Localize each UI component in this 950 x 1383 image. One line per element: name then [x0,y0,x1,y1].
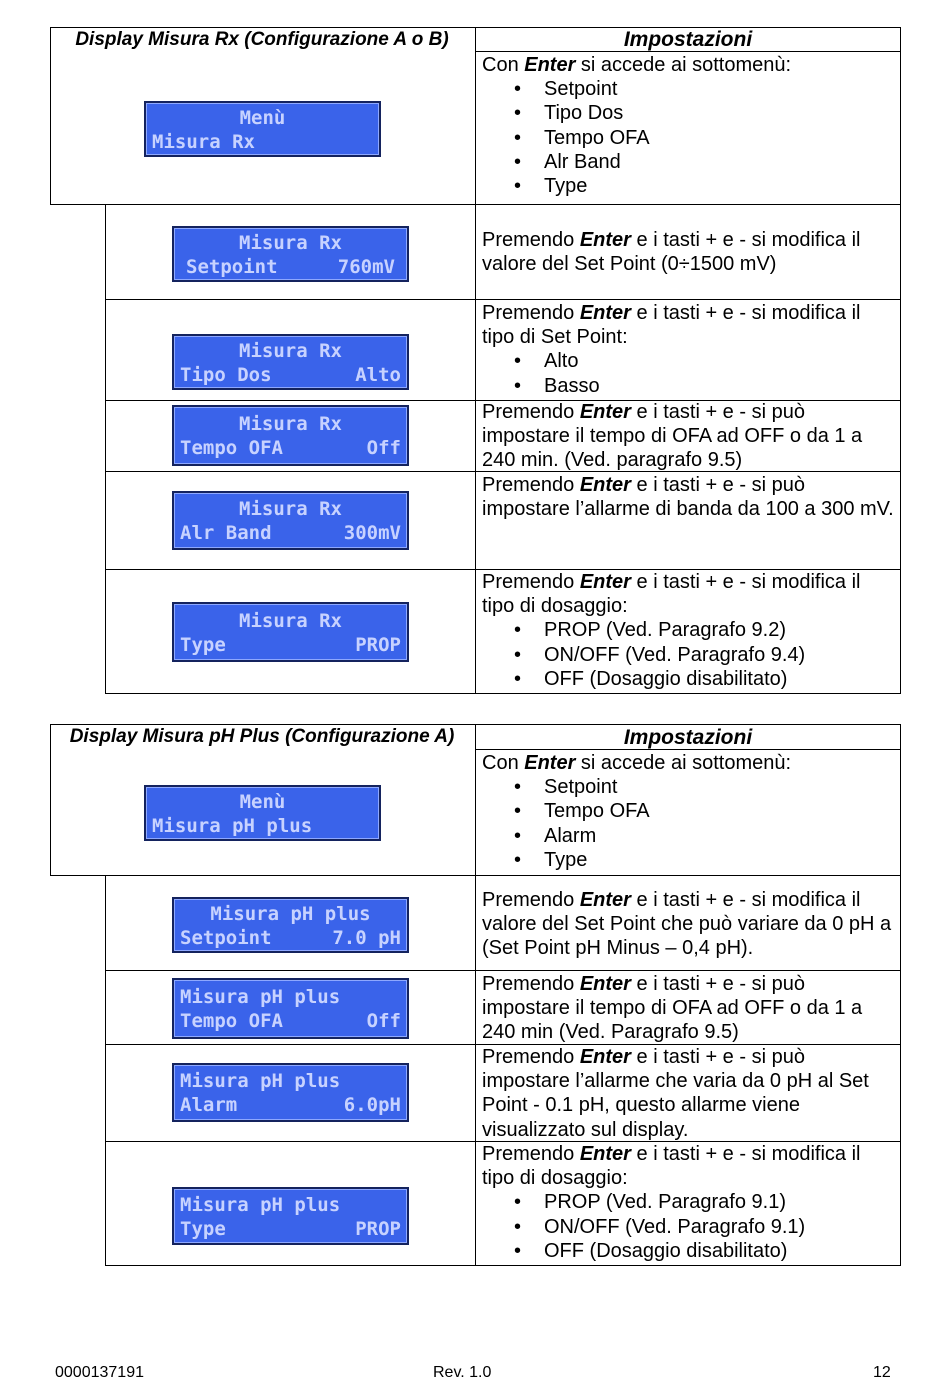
lcd-line: Menù [239,791,286,813]
rx-tempo-ofa-lcd [172,405,409,466]
list-item: • Tempo OFA [482,799,894,823]
lcd-value: PROP [355,634,401,656]
rx-header-left: Display Misura Rx (Configurazione A o B) [75,29,449,50]
lcd-line: Misura Rx [239,232,342,254]
list-item: • ON/OFF (Ved. Paragrafo 9.4) [482,643,894,667]
list-item: • Type [482,848,894,872]
footer-page-number: 12 [873,1364,891,1381]
rx-tempo-ofa-description: Premendo Enter e i tasti + e - si può impostare il tempo di OFA ad OFF o da 1 a 240 min. (Ved. paragrafo 9.5) [482,401,863,472]
list-item: • Alarm [482,824,894,848]
ph-type-lcd [172,1187,409,1245]
list-item: • Alr Band [482,150,894,174]
list-item: • Tempo OFA [482,126,894,150]
lcd-label: Tempo OFA [180,437,283,459]
list-item: • OFF (Dosaggio disabilitato) [482,667,894,691]
lcd-value: PROP [355,1218,401,1240]
ph-alarm-description: Premendo Enter e i tasti + e - si può impostare l’allarme che varia da 0 pH al Set Point - 0.1 pH, questo allarme viene visualizzato sul display. [482,1046,869,1141]
ph-menu-description: Con Enter si accede ai sottomenù: • Setpoint • Tempo OFA • Alarm • Type [482,751,894,872]
lcd-label: Type [180,1218,226,1240]
lcd-value: 6.0pH [343,1094,401,1116]
rx-type-lcd [172,602,409,662]
list-item: • ON/OFF (Ved. Paragrafo 9.1) [482,1215,894,1239]
lcd-line: Misura Rx [239,498,342,520]
lcd-line: Menù [239,107,286,129]
list-item: • Setpoint [482,77,894,101]
lcd-line: Misura Rx [152,131,255,153]
rx-alr-band-description: Premendo Enter e i tasti + e - si può impostare l’allarme di banda da 100 a 300 mV. [482,474,894,521]
list-item: • OFF (Dosaggio disabilitato) [482,1239,894,1263]
lcd-value: Off [366,437,401,459]
rx-header-right: Impostazioni [623,28,753,51]
lcd-label: Setpoint [186,256,278,278]
lcd-label: Setpoint [180,927,272,949]
list-item: • PROP (Ved. Paragrafo 9.1) [482,1190,894,1214]
lcd-value: Alto [355,364,401,386]
footer-revision: Rev. 1.0 [433,1364,492,1381]
lcd-line: Misura pH plus [180,986,341,1008]
list-item: • Tipo Dos [482,101,894,125]
list-item: • Type [482,174,894,198]
lcd-label: Type [180,634,226,656]
rx-setpoint-lcd [172,226,409,282]
lcd-line: Misura Rx [239,413,342,435]
ph-menu-lcd [144,785,381,841]
ph-header-left: Display Misura pH Plus (Configurazione A) [69,726,455,747]
ph-setpoint-description: Premendo Enter e i tasti + e - si modifica il valore del Set Point che può variare da 0 pH a (Set Point pH Minus – 0,4 pH). [482,889,892,960]
list-item: • Alto [482,349,894,373]
rx-menu-list [482,77,894,198]
ph-tempo-ofa-lcd [172,978,409,1039]
lcd-value: 760mV [337,256,395,278]
lcd-label: Alr Band [180,522,272,544]
ph-alarm-lcd [172,1063,409,1122]
rx-tipo-dos-lcd [172,334,409,390]
list-item: • Setpoint [482,775,894,799]
lcd-label: Tipo Dos [180,364,272,386]
rx-alr-band-lcd [172,491,409,550]
lcd-value: 300mV [343,522,401,544]
lcd-line: Misura pH plus [152,815,313,837]
rx-setpoint-description: Premendo Enter e i tasti + e - si modifica il valore del Set Point (0÷1500 mV) [482,229,861,276]
rx-menu-lcd [144,101,381,157]
lcd-line: Misura Rx [239,340,342,362]
ph-header-right: Impostazioni [623,726,753,749]
ph-setpoint-lcd [172,897,409,953]
rx-tipo-dos-description: Premendo Enter e i tasti + e - si modifica il tipo di Set Point: • Alto • Basso [482,301,894,398]
list-item: • Basso [482,374,894,398]
ph-type-description: Premendo Enter e i tasti + e - si modifica il tipo di dosaggio: • PROP (Ved. Paragrafo 9.1) • ON/OFF (Ved. Paragrafo 9.1) • OFF (Dosaggio disabilitato) [482,1142,894,1263]
ph-tempo-ofa-description: Premendo Enter e i tasti + e - si può impostare il tempo di OFA ad OFF o da 1 a 240 min (Ved. Paragrafo 9.5) [482,973,863,1044]
rx-menu-description: Con Enter si accede ai sottomenù: • Setpoint • Tipo Dos • Tempo OFA • Alr Band • Type [482,53,894,198]
lcd-label: Alarm [180,1094,238,1116]
lcd-line: Misura Rx [239,610,342,632]
rx-type-description: Premendo Enter e i tasti + e - si modifica il tipo di dosaggio: • PROP (Ved. Paragrafo 9.2) • ON/OFF (Ved. Paragrafo 9.4) • OFF (Dosaggio disabilitato) [482,570,894,691]
list-item: • PROP (Ved. Paragrafo 9.2) [482,618,894,642]
lcd-line: Misura pH plus [210,903,371,925]
lcd-value: Off [366,1010,401,1032]
lcd-label: Tempo OFA [180,1010,283,1032]
lcd-line: Misura pH plus [180,1070,341,1092]
lcd-line: Misura pH plus [180,1194,341,1216]
lcd-value: 7.0 pH [332,927,401,949]
footer-doc-number: 0000137191 [55,1364,144,1381]
